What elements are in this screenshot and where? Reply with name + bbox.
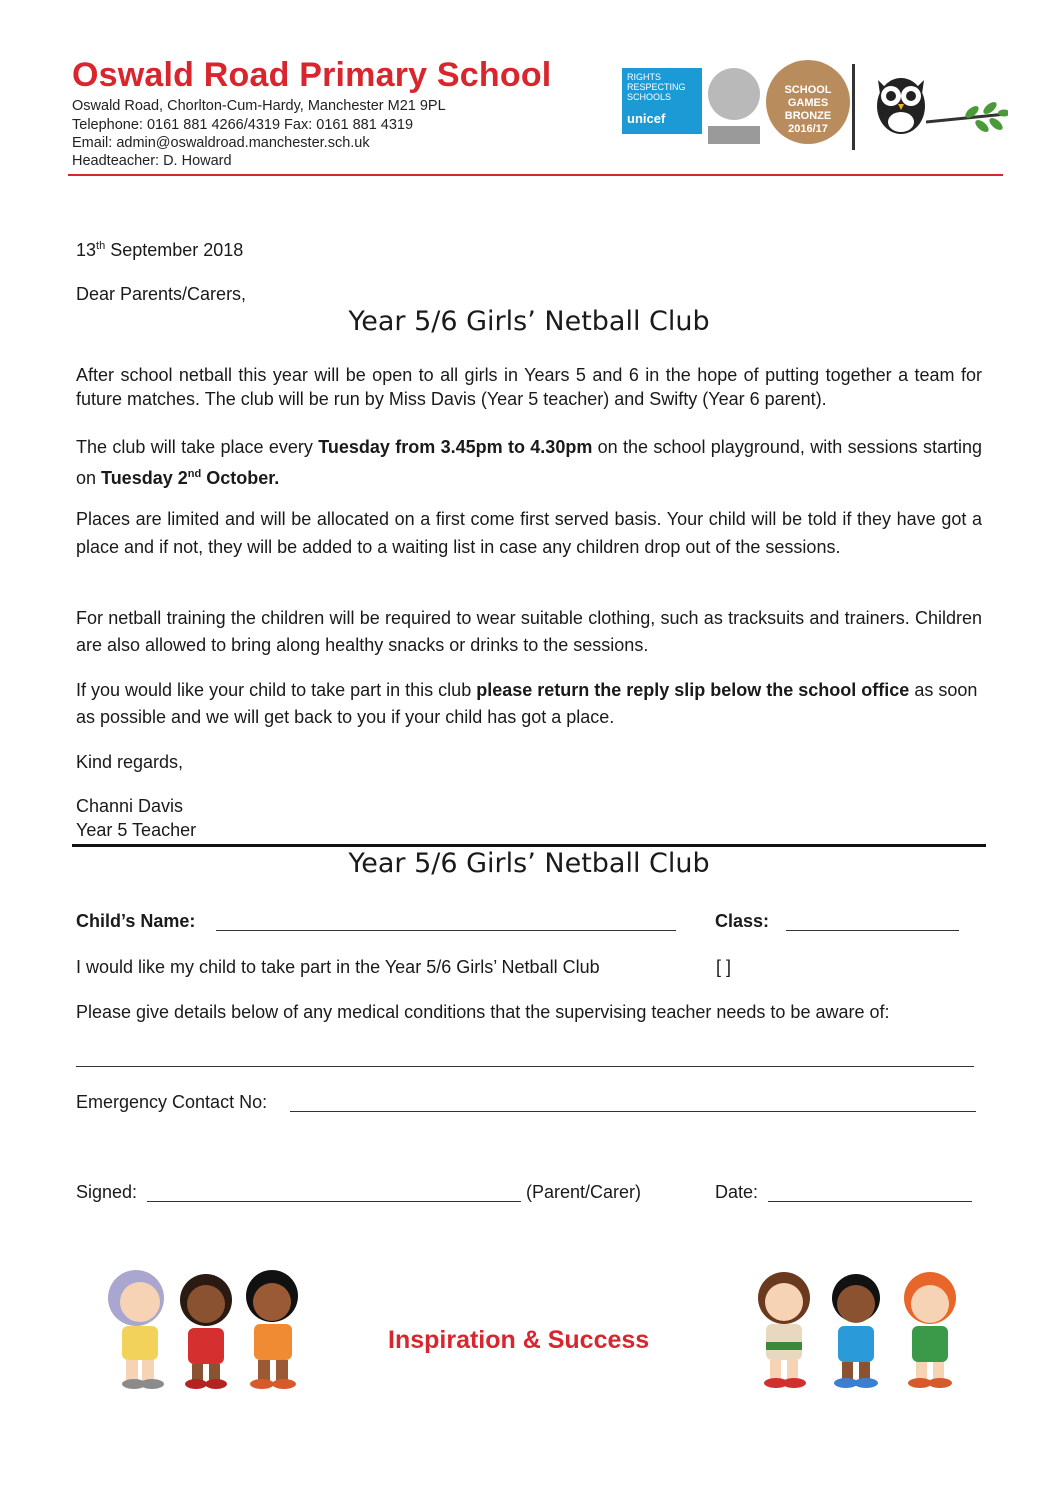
emergency-contact-label: Emergency Contact No:	[76, 1092, 268, 1112]
start-date-day: Tuesday 2	[101, 468, 188, 488]
school-motto: Inspiration & Success	[388, 1326, 650, 1354]
silver-award-logo	[708, 68, 760, 120]
reply-instruction: please return the reply slip below the school office	[476, 680, 910, 700]
school-telephone: Telephone: 0161 881 4266/4319 Fax: 0161 881 4319	[72, 117, 414, 133]
silver-award-tag	[708, 126, 760, 144]
rights-respecting-label: RIGHTS RESPECTING SCHOOLS	[627, 72, 686, 102]
medical-prompt: Please give details below of any medical conditions that the supervising teacher needs to be aware of:	[76, 1002, 890, 1022]
paragraph-places: Places are limited and will be allocated on a first come first served basis. Your child will be told if they have got a place and if not, they will be added to a waiting list in case any children drop out of the sessions.	[76, 509, 982, 557]
school-email: Email: admin@oswaldroad.manchester.sch.uk	[72, 135, 370, 151]
child-name-label: Child’s Name:	[76, 911, 196, 931]
reply-text-a: If you would like your child to take part in this club	[76, 680, 477, 700]
start-date-suffix: nd	[187, 468, 202, 480]
paragraph-schedule	[76, 434, 982, 492]
letter-date	[76, 233, 982, 264]
reply-slip-divider	[72, 844, 986, 847]
date-label: Date:	[715, 1182, 759, 1202]
child-name-field[interactable]	[216, 930, 676, 931]
date-suffix: th	[96, 240, 106, 252]
schedule-time: Tuesday from 3.45pm to 4.30pm	[318, 437, 593, 457]
closing: Kind regards,	[76, 752, 184, 772]
slip-title: Year 5/6 Girls’ Netball Club	[348, 848, 710, 879]
medical-details-field[interactable]	[76, 1066, 974, 1067]
start-date-month: October.	[201, 468, 280, 488]
letter-title: Year 5/6 Girls’ Netball Club	[348, 306, 710, 337]
consent-checkbox[interactable]: [ ]	[716, 957, 732, 977]
children-illustration-right	[744, 1262, 970, 1392]
reply-text-c: as soon as possible and we will get back to you if your child has got a place.	[76, 680, 978, 727]
class-field[interactable]	[786, 930, 959, 931]
class-label: Class:	[715, 911, 770, 931]
schedule-start-date	[101, 468, 279, 488]
parent-carer-label: (Parent/Carer)	[526, 1182, 642, 1202]
logo-divider	[852, 64, 855, 150]
signer-role: Year 5 Teacher	[76, 820, 197, 840]
signed-label: Signed:	[76, 1182, 138, 1202]
emergency-contact-field[interactable]	[290, 1111, 976, 1112]
leaf-branch-icon	[926, 100, 1008, 140]
signer-name: Channi Davis	[76, 796, 184, 816]
paragraph-intro: After school netball this year will be open to all girls in Years 5 and 6 in the hope of putting together a team for future matches. The club will be run by Miss Davis (Year 5 teacher) and Swifty (Year 6 parent).	[76, 365, 982, 409]
signature-field[interactable]	[147, 1201, 521, 1202]
school-games-bronze-logo: SCHOOL GAMES BRONZE 2016/17	[766, 60, 850, 144]
date-rest: September 2018	[105, 240, 244, 260]
salutation: Dear Parents/Carers,	[76, 284, 247, 304]
header-rule	[68, 174, 1003, 176]
paragraph-reply	[76, 677, 982, 731]
paragraph-clothing: For netball training the children will be required to wear suitable clothing, such as tracksuits and trainers. Children are also allowed to bring along healthy snacks or drinks to the sessions.	[76, 608, 982, 655]
children-illustration-left	[96, 1262, 316, 1392]
consent-text: I would like my child to take part in the Year 5/6 Girls’ Netball Club	[76, 957, 600, 977]
schedule-text-a: The club will take place every	[76, 437, 319, 457]
school-name: Oswald Road Primary School	[72, 56, 552, 94]
date-day: 13	[76, 240, 97, 260]
school-address: Oswald Road, Chorlton-Cum-Hardy, Manchester M21 9PL	[72, 98, 446, 114]
date-field[interactable]	[768, 1201, 972, 1202]
owl-logo-icon	[870, 66, 932, 136]
schedule-text-c: on the school playground, with sessions starting on	[76, 437, 982, 488]
unicef-label: unicef	[627, 111, 666, 126]
school-headteacher: Headteacher: D. Howard	[72, 153, 232, 169]
rights-respecting-schools-logo	[622, 68, 702, 134]
